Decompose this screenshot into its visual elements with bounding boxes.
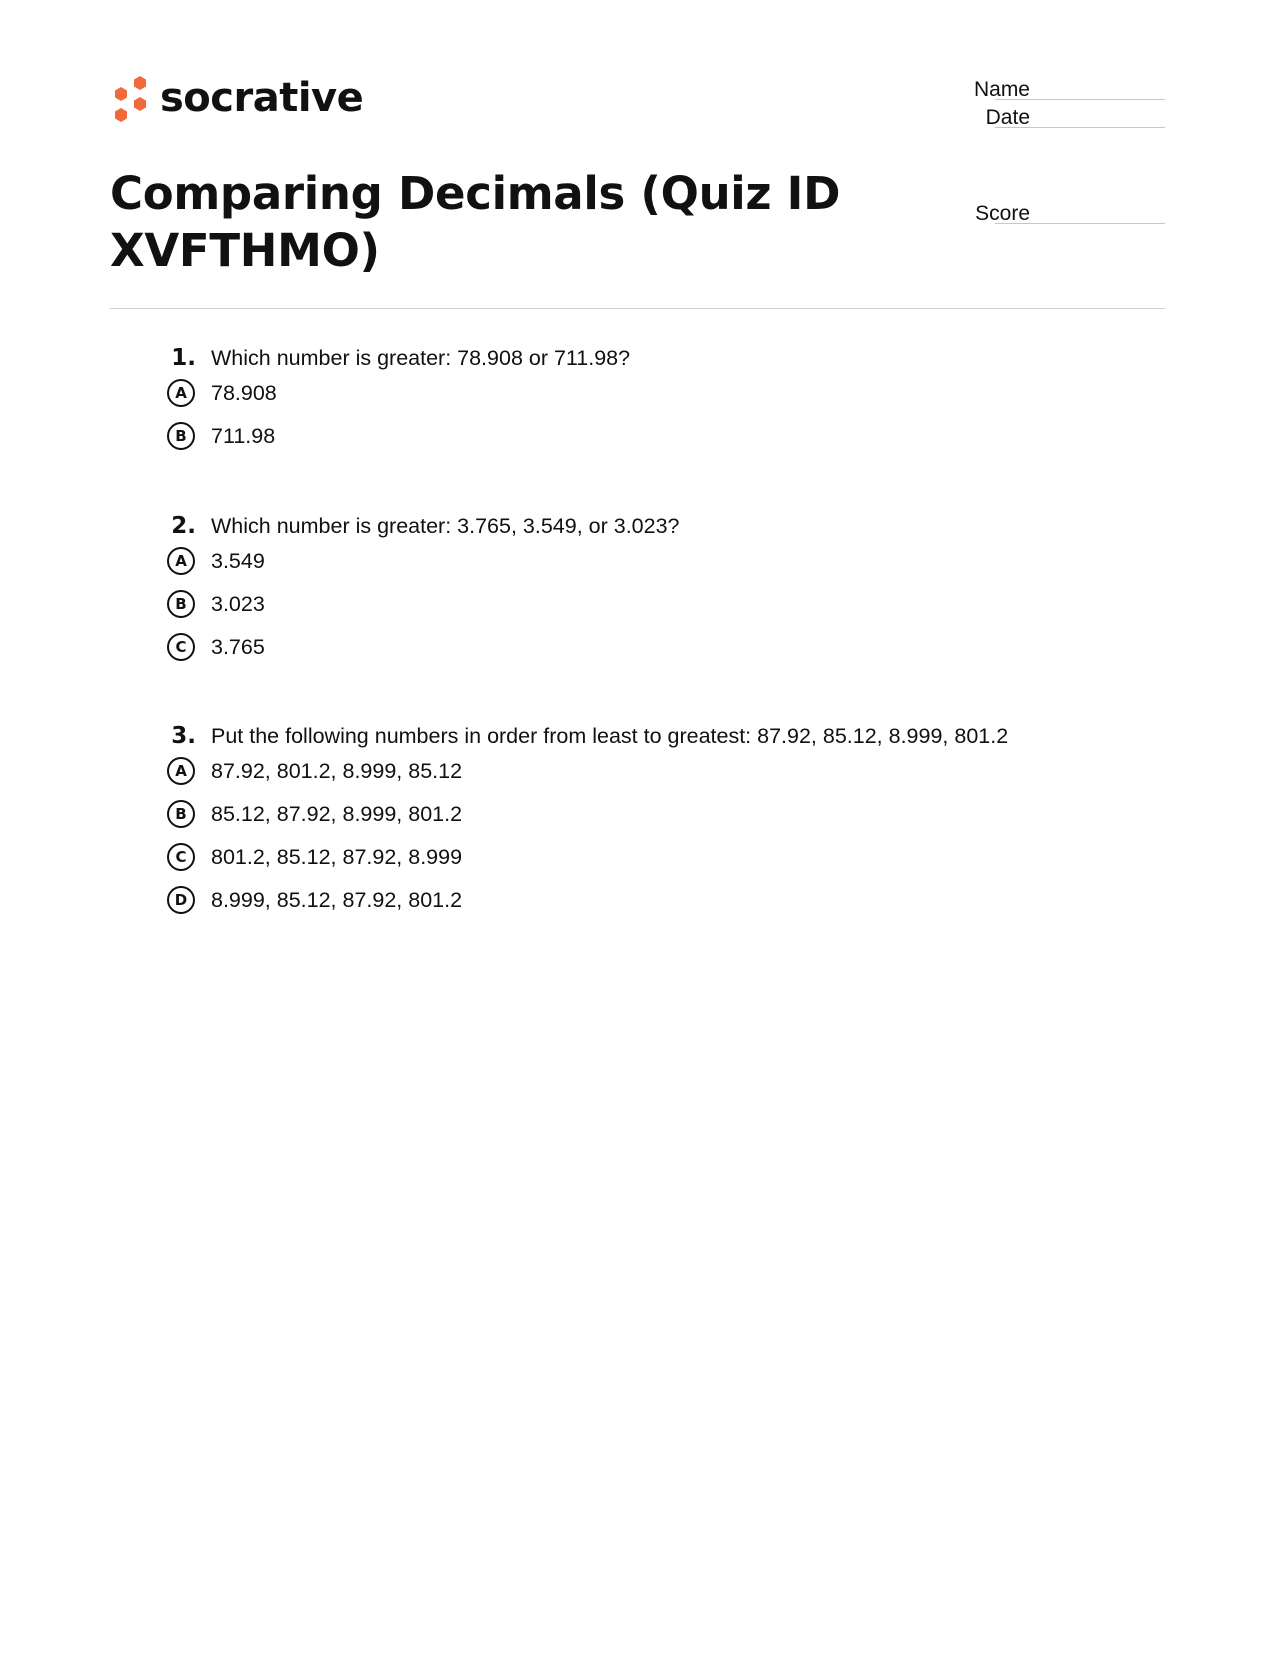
name-label: Name <box>973 78 1030 101</box>
answer-option-d[interactable] <box>160 882 1160 925</box>
answer-option-c[interactable] <box>160 839 1160 882</box>
socrative-logo <box>110 72 363 124</box>
option-text: 8.999, 85.12, 87.92, 801.2 <box>211 888 463 912</box>
option-letter-circle[interactable]: A <box>167 757 195 785</box>
option-text: 3.765 <box>211 635 265 659</box>
name-field[interactable] <box>880 76 1165 104</box>
score-blank-line[interactable] <box>995 223 1165 224</box>
option-letter-circle[interactable]: B <box>167 422 195 450</box>
socrative-hexagon-cluster-icon <box>110 73 150 123</box>
score-field[interactable] <box>880 200 1165 228</box>
question-header <box>160 509 1160 543</box>
option-letter-circle[interactable]: B <box>167 590 195 618</box>
answer-option-b[interactable] <box>160 418 1160 461</box>
answer-option-b[interactable] <box>160 586 1160 629</box>
option-text: 3.023 <box>211 592 265 616</box>
question-header <box>160 341 1160 375</box>
brand-name: socrative <box>160 75 364 121</box>
option-text: 78.908 <box>211 381 277 405</box>
date-label: Date <box>985 106 1030 129</box>
question-2 <box>160 509 1160 672</box>
option-text: 3.549 <box>211 549 265 573</box>
question-number: 3. <box>171 723 196 749</box>
answer-option-c[interactable] <box>160 629 1160 672</box>
option-letter-circle[interactable]: D <box>167 886 195 914</box>
option-text: 85.12, 87.92, 8.999, 801.2 <box>211 802 463 826</box>
date-blank-line[interactable] <box>995 127 1165 128</box>
score-label: Score <box>975 202 1030 225</box>
question-number: 2. <box>171 513 196 539</box>
answer-option-b[interactable] <box>160 796 1160 839</box>
question-1 <box>160 341 1160 461</box>
option-letter-circle[interactable]: C <box>167 843 195 871</box>
question-text: Put the following numbers in order from least to greatest: 87.92, 85.12, 8.999, 801.2 <box>211 724 1009 748</box>
option-text: 87.92, 801.2, 8.999, 85.12 <box>211 759 463 783</box>
page-title: Comparing Decimals (Quiz ID XVFTHMO) <box>110 167 841 277</box>
answer-option-a[interactable] <box>160 543 1160 586</box>
answer-option-a[interactable] <box>160 753 1160 796</box>
option-text: 711.98 <box>211 424 276 448</box>
option-letter-circle[interactable]: A <box>167 547 195 575</box>
question-3 <box>160 719 1160 925</box>
name-blank-line[interactable] <box>995 99 1165 100</box>
date-field[interactable] <box>880 104 1165 132</box>
option-letter-circle[interactable]: B <box>167 800 195 828</box>
option-text: 801.2, 85.12, 87.92, 8.999 <box>211 845 463 869</box>
question-text: Which number is greater: 3.765, 3.549, or 3.023? <box>211 514 680 538</box>
answer-option-a[interactable] <box>160 375 1160 418</box>
question-number: 1. <box>171 345 196 371</box>
option-letter-circle[interactable]: A <box>167 379 195 407</box>
option-letter-circle[interactable]: C <box>167 633 195 661</box>
header-divider <box>110 308 1165 309</box>
question-header <box>160 719 1160 753</box>
question-text: Which number is greater: 78.908 or 711.98? <box>211 346 631 370</box>
